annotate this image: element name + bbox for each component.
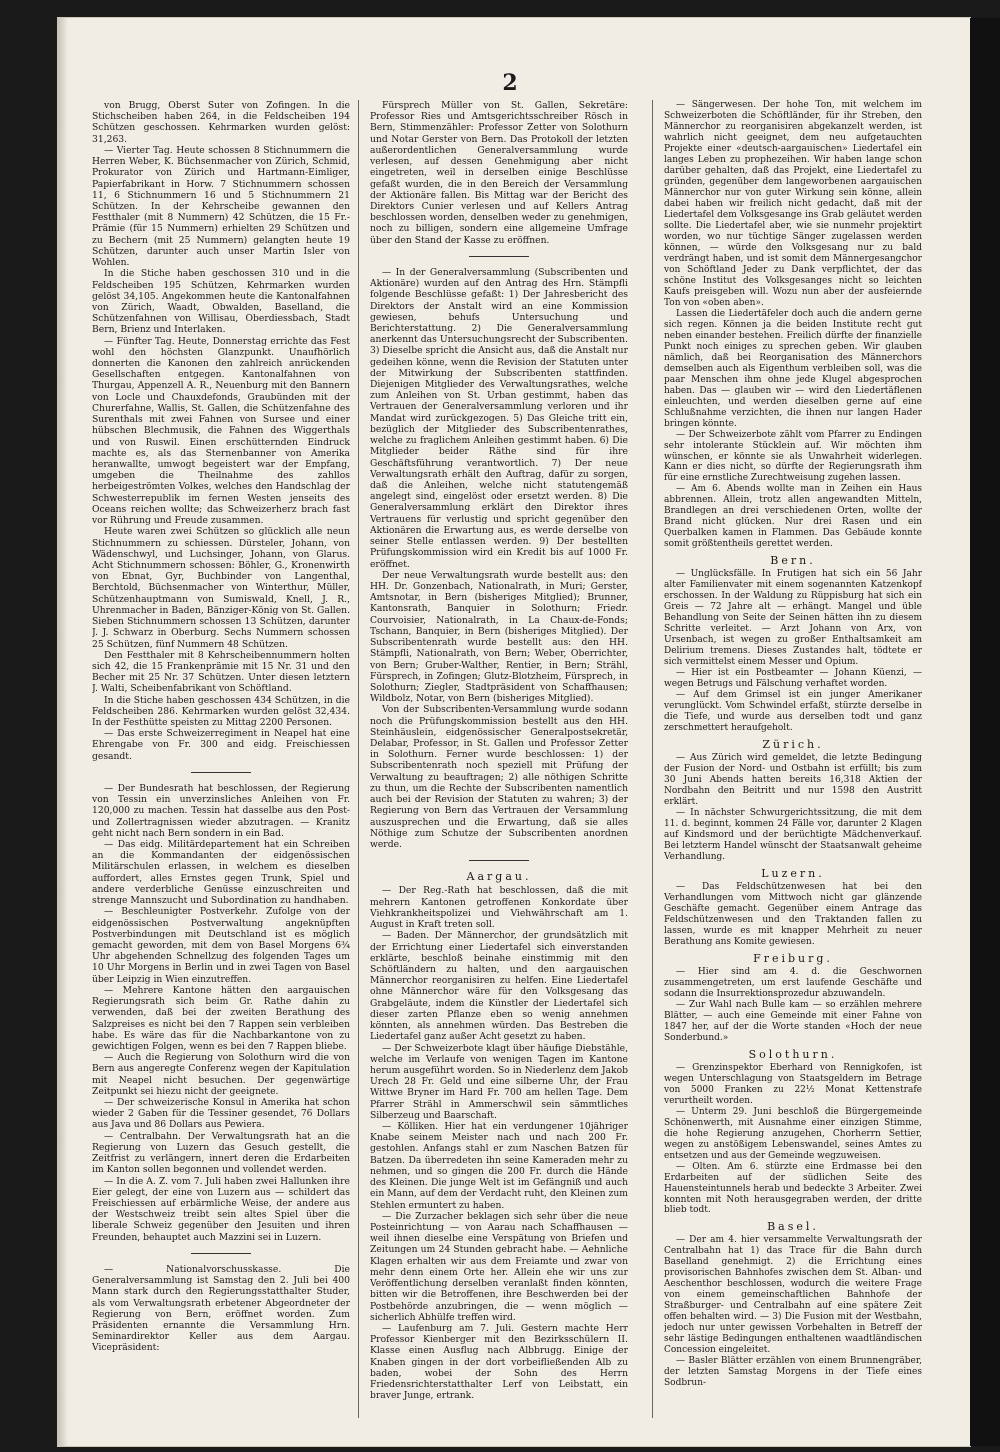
article-paragraph: — In die A. Z. vom 7. Juli haben zwei Hallunken ihre Eier gelegt, der eine von Luzern aus — schildert das Freischiessen auf erbärmliche Weise, der andere aus der Westschweiz treibt sein altes Spiel über die liberale Schweiz gegenüber den Jesuiten und ihren Freunden, behauptet auch Mazzini sei in Luzern.: [92, 1175, 350, 1243]
article-separator: [191, 772, 251, 773]
article-paragraph: — Am 6. Abends wollte man in Zeihen ein Haus abbrennen. Allein, trotz allen angewandten Mitteln, Brandlegen an drei verschiedenen Orten, wollte der Brand nicht glücken. Nur drei Rasen und ein Querbalken kamen in Flammen. Das Gebäude konnte somit größtentheils gerettet werden.: [664, 484, 922, 550]
article-paragraph: — Der Reg.-Rath hat beschlossen, daß die mit mehrern Kantonen getroffenen Konkordate über Viehkrankheitspolizei und Viehwährschaft am 1. August in Kraft treten soll.: [370, 885, 628, 931]
article-paragraph: von Brugg, Oberst Suter von Zofingen. In die Stichscheiben haben 264, in die Feldscheiben 194 Schützen geschossen. Kehrmarken wurden gelöst: 31,263.: [92, 100, 350, 145]
article-paragraph: — Der Bundesrath hat beschlossen, der Regierung von Tessin ein unverzinsliches Anleihen von Fr. 120,000 zu machen. Tessin hat dasselbe aus den Post- und Zollertragnissen wieder abzutragen. — Kranitz geht nicht nach Bern sondern in ein Bad.: [92, 782, 350, 839]
section-heading: Solothurn.: [748, 1047, 838, 1061]
text-column-1: [92, 100, 350, 1418]
article-paragraph: — Laufenburg am 7. Juli. Gestern machte Herr Professor Kienberger mit den Bezirksschülern II. Klasse einen Ausflug nach Albbrugg. Einige der Knaben gingen in der dort vorbeifließenden Alb zu baden, wobei der Sohn des Herrn Friedensrichterstatthalter Lerf von Leibstatt, ein braver Junge, ertrank.: [370, 1322, 628, 1402]
section-heading: Basel.: [767, 1220, 819, 1234]
article-paragraph: — Der schweizerische Konsul in Amerika hat schon wieder 2 Gaben für die Tessiner gesendet, 76 Dollars aus Java und 86 Dollars aus Pewiera.: [92, 1097, 350, 1131]
article-paragraph: — Das eidg. Militärdepartement hat ein Schreiben an die Kommandanten der eidgenössischen Militärschulen erlassen, in welchem es dieselben auffordert, alles Ernstes gegen Trunk, Spiel und andere verderbliche Genüsse einzuschreiten und strenge Mannszucht und Subordination zu handhaben.: [92, 839, 350, 907]
article-paragraph: Den Festthaler mit 8 Kehrscheibennummern holten sich 42, die 15 Frankenprämie mit 15 Nr. 31 und den Becher mit 25 Nr. 37 Schützen. Unter diesen letztern J. Walti, Scheibenfabrikant von Schöftland.: [92, 649, 350, 695]
article-paragraph: — Vierter Tag. Heute schossen 8 Stichnummern die Herren Weber, K. Büchsenmacher von Zürich, Schmid, Prokurator von Zürich und Hartmann-Eimliger, Papierfabrikant in Horw. 7 Stichnummern schossen 11, 6 Stichnummern 16 und 5 Stichnummern 21 Schützen. In der Kehrscheibe gewannen den Festthaler (mit 8 Nummern) 42 Schützen, die 15 Fr.-Prämie (für 15 Nummern) erhielten 29 Schützen und zu Bechern (mit 25 Nummern) gelangten heute 19 Schützen, darunter auch unser Martin Isler von Wohlen.: [92, 144, 350, 269]
column-divider: [358, 100, 359, 1418]
text-column-3: [664, 100, 922, 1418]
article-paragraph: — In der Generalversammlung (Subscribenten und Aktionäre) wurden auf den Antrag des Hrn. Stämpfli folgende Beschlüsse gefaßt: 1) Der Jahresbericht des Direktors der Anstalt wird an eine Kommission gewiesen, behufs Untersuchung und Berichterstattung. 2) Die Generalversammlung anerkennt das Untersuchungsrecht der Subscribenten. 3) Dieselbe spricht die Ansicht aus, daß die Anstalt nur gedeihen könne, wenn die Revision der Statuten unter der Mitwirkung der Subscribenten stattfinden. Diejenigen Mitglieder des Verwaltungsrathes, welche zum Anleihen von St. Urban gestimmt, haben das Vertrauen der Generalversammlung verloren und ihr Mandat wird zurückgezogen. 5) Das Gleiche tritt ein, bezüglich der Mitglieder des Subscribentenrathes, welche zu fraglichem Anleihen gestimmt haben. 6) Die Mitglieder beider Räthe sind für ihre Geschäftsführung verantwortlich. 7) Der neue Verwaltungsrath erhält den Auftrag, dafür zu sorgen, daß die Anleihen, welche nicht statutengemäß angelegt sind, eingelöst oder ersetzt werden. 8) Die Generalversammlung erklärt den Direktor ihres Vertrauens für verlustig und spricht gegenüber den Aktionären die Erwartung aus, es werde derselbe von seiner Stelle entlassen werden. 9) Der bestellten Prüfungskommission wird ein Kredit bis auf 1000 Fr. eröffnet.: [370, 266, 628, 570]
section-heading: Aargau.: [466, 870, 532, 884]
section-heading: Freiburg.: [753, 951, 833, 965]
article-paragraph: — Sängerwesen. Der hohe Ton, mit welchem im Schweizerboten die Schöftländer, für ihr Streben, den Männerchor zu reorganisiren abgekanzelt werden, ist wahrlich nicht geeignet, dem neu aufgetauchten Projekte einer «deutsch-aargauischen» Liedertafel ein langes Leben zu prophezeihen. Wir haben lange schon darüber gehalten, daß das Projekt, eine Liedertafel zu gründen, gegenüber dem langeworbenen aargauischen Männerchor nur von guter Wirkung sein könne, allein dabei haben wir freilich nicht gedacht, daß mit der Liedertafel dem Volksgesange ins Grab geläutet werden sollte. Die Liedertafel aber, wie sie nunmehr projektirt worden, wo nur tüchtige Sänger zugelassen werden können, — würde den Volksgesang nur zu bald verdrängt haben, und ist somit dem Männergesangchor von Schöftland Jeder zu Dank verpflichtet, der das schöne Institut des Volksgesanges nicht so leichten Kaufs preisgeben will. Wozu nun aber der ausfeiernde Ton von «oben aben».: [664, 100, 922, 308]
section-heading: Luzern.: [761, 866, 825, 880]
section-heading: Bern.: [770, 554, 816, 568]
page-number: 2: [502, 70, 518, 96]
article-paragraph: — Baden. Der Männerchor, der grundsätzlich mit der Errichtung einer Liedertafel sich einverstanden erklärte, beschloß beinahe einstimmig mit den Schöftländern zu halten, und den aargauischen Männerchor reorganisiren zu helfen. Eine Liedertafel ohne Männerchor wäre für den Volksgesang das Grabgeläute, indem die Künstler der Liedertafel sich dieser zarten Pflanze eben so wenig annehmen könnten, als annehmen würden. Das Bestreben die Liedertafel ganz außer Acht gesetzt zu haben.: [370, 930, 628, 1043]
article-paragraph: — Olten. Am 6. stürzte eine Erdmasse bei den Erdarbeiten auf der südlichen Seite des Hauensteintunnels herab und bedeckte 3 Arbeiter. Zwei konnten mit Noth herausgegraben werden, der dritte blieb todt.: [664, 1161, 922, 1216]
article-paragraph: — Hier sind am 4. d. die Geschwornen zusammengetreten, um erst laufende Geschäfte und sodann die Insurrektionsprozedur abzuwandeln.: [664, 966, 922, 999]
article-paragraph: — Basler Blätter erzählen von einem Brunnengräber, der letzten Samstag Morgens in der Tiefe eines Sodbrun-: [664, 1356, 922, 1389]
section-heading: Zürich.: [762, 738, 824, 752]
article-paragraph: — Aus Zürich wird gemeldet, die letzte Bedingung der Fusion der Nord- und Ostbahn ist erfüllt; bis zum 30 Juni Abends hatten bereits 16,318 Aktien der Nordbahn den Beitritt und nur 1598 den Austritt erklärt.: [664, 753, 922, 808]
article-paragraph: — Der Schweizerbote klagt über häufige Diebstähle, welche im Verlaufe von wenigen Tagen im Kantone herum ausgeführt worden. So in Niederlenz dem Jakob Urech 28 Fr. Geld und eine silberne Uhr, der Frau Wittwe Bryner im Hard Fr. 700 am hellen Tage. Dem Pfarrer Strähl in Ammerschwil sein sämmtliches Silberzeug und Baarschaft.: [370, 1042, 628, 1121]
article-separator: [469, 256, 529, 257]
article-separator: [191, 1253, 251, 1254]
article-paragraph: — Das Feldschützenwesen hat bei den Verhandlungen vom Mittwoch nicht gar glänzende Geschäfte gemacht. Gegenüber einem Antrage das Feldschützenwesen und den Traktanden fallen zu lassen, wurde es mit knapper Mehrheit zu neuer Berathung ans Komite gewiesen.: [664, 881, 922, 947]
article-paragraph: — In nächster Schwurgerichtssitzung, die mit dem 11. d. beginnt, kommen 24 Fälle vor, darunter 2 Klagen auf Kindsmord und der berüchtigte Mädchenverkauf. Bei letzterm Handel wünscht der Staatsanwalt geheime Verhandlung.: [664, 808, 922, 862]
article-paragraph: — Unterm 29. Juni beschloß die Bürgergemeinde Schönenwerth, mit Ausnahme einer einzigen Stimme, die hohe Regierung anzugehen, Chorherrn Settier, wegen zu anstößigem Lebenswandel, seines Amtes zu entsetzen und aus der Gemeinde wegzuweisen.: [664, 1106, 922, 1161]
article-paragraph: — Das erste Schweizerregiment in Neapel hat eine Ehrengabe von Fr. 300 and eidg. Freischiessen gesandt.: [92, 728, 350, 762]
article-paragraph: — Auch die Regierung von Solothurn wird die von Bern aus angeregte Conferenz wegen der Kapitulation mit Neapel nicht besuchen. Der gegenwärtige Zeitpunkt sei hiezu nicht der geeignete.: [92, 1052, 350, 1097]
article-paragraph: — Nationalvorschusskasse. Die Generalversammlung ist Samstag den 2. Juli bei 400 Mann stark durch den Regierungsstatthalter Studer, als vom Verwaltungsrath erbetener Abgeordneter der Regierung von Bern, eröffnet worden. Zum Präsidenten ernannte die Versammlung Hrn. Seminardirektor Keller aus dem Aargau. Vicepräsident:: [92, 1263, 350, 1354]
article-paragraph: Von der Subscribenten-Versammlung wurde sodann noch die Prüfungskommission bestellt aus den HH. Steinhäuslein, eidgenössischer Generalpostsekretär, Delabar, Professor, in St. Gallen und Professor Zetter in Solothurn. Ferner wurde beschlossen: 1) der Subscribentenrath noch speziell mit Prüfung der Verwaltung zu beauftragen; 2) alle nöthigen Schritte zu thun, um die Rechte der Subscribenten namentlich auch bei der Revision der Statuten zu wahren; 3) der Regierung von Bern das Vertrauen der Versammlung auszusprechen und die Erwartung, daß sie alles Nöthige zum Schutze der Subscribenten anordnen werde.: [370, 704, 628, 850]
article-paragraph: — Unglücksfälle. In Frutigen hat sich ein 56 Jahr alter Familienvater mit einem sogenannten Katzenkopf erschossen. In der Waldung zu Rüppisburg hat sich ein Greis — 72 Jahre alt — erhängt. Mangel und üble Behandlung von Seite der Seinen hätten ihn zu diesem Schritte verleitet. — Arzt Johann von Arx, von Ursenbach, ist wegen zu großer Enthaltsamkeit am Delirium tremens. Dieses Zustandes halt, tödtete er sich vermittelst einem Messer und Opium.: [664, 569, 922, 668]
article-paragraph: — Centralbahn. Der Verwaltungsrath hat an die Regierung von Luzern das Gesuch gestellt, die Zeitfrist zu verlängern, innert deren die Erdarbeiten im Kanton sollen begonnen und vollendet werden.: [92, 1130, 350, 1176]
article-paragraph: Lassen die Liedertäfeler doch auch die andern gerne sich regen. Können ja die beiden Institute recht gut neben einander bestehen. Freilich dürfte der finanzielle Punkt noch einiges zu sprechen geben. Wir glauben nämlich, daß bei Reorganisation des Männerchors demselben auch als Eigenthum verbleiben soll, was die paar Menschen ihm ohne jede Klugel abgesprochen haben. Das — glauben wir — wird den Liedertäflenen einleuchten, und werden dieselben gerne auf eine Schlußnahme verzichten, die ihnen nur langen Hader bringen könnte.: [664, 308, 922, 429]
article-paragraph: — Hier ist ein Postbeamter — Johann Küenzi, — wegen Betrugs und Fälschung verhaftet worden.: [664, 668, 922, 690]
article-paragraph: Heute waren zwei Schützen so glücklich alle neun Stichnummern zu schiessen. Dürsteler, Johann, von Wädenschwyl, und Luchsinger, Johann, von Glarus. Acht Stichnummern schossen: Böhler, G., Kronenwirth von Ebnat, Gyr, Buchbinder von Langenthal, Berchtold, Büchsenmacher von Winterthur, Müller, Schützenhauptmann von Sumiswald, Knell, J. R., Uhrenmacher in Baden, Bänziger-König von St. Gallen. Sieben Stichnummern schossen 13 Schützen, darunter J. J. Schwarz in Oberburg. Sechs Nummern schossen 25 Schützen, fünf Nummern 48 Schützen.: [92, 526, 350, 650]
article-paragraph: In die Stiche haben geschossen 434 Schützen, in die Feldscheiben 286. Kehrmarken wurden gelöst 32,434. In der Festhütte speisten zu Mittag 2200 Personen.: [92, 694, 350, 729]
article-paragraph: — Grenzinspektor Eberhard von Rennigkofen, ist wegen Unterschlagung von Staatsgeldern im Betrage von 5000 Franken zu 22½ Monat Kettenstrafe verurtheilt worden.: [664, 1062, 922, 1106]
article-paragraph: — Zur Wahl nach Bulle kam — so erzählen mehrere Blätter, — auch eine Gemeinde mit einer Fahne von 1847 her, auf der die Worte standen «Hoch der neue Sonderbund.»: [664, 999, 922, 1043]
article-paragraph: — Auf dem Grimsel ist ein junger Amerikaner verunglückt. Vom Schwindel erfaßt, stürzte derselbe in die Tiefe, und wurde aus derselben todt und ganz zerschmettert heraufgeholt.: [664, 690, 922, 734]
article-paragraph: Der neue Verwaltungsrath wurde bestellt aus: den HH. Dr. Gonzenbach, Nationalrath, in Muri; Gerster, Amtsnotar, in Bern (bisheriges Mitglied); Brunner, Kantonsrath, Banquier in Solothurn; Friedr. Courvoisier, Nationalrath, in La Chaux-de-Fonds; Tschann, Banquier, in Bern (bisheriges Mitglied). Der Subscribentenrath wurde bestellt aus: den HH. Stämpfli, Nationalrath, von Bern; Weber, Oberrichter, von Bern; Gruber-Walther, Rentier, in Bern; Strähl, Fürsprech, in Zofingen; Glutz-Blotzheim, Fürsprech, in Solothurn; Ziegler, Stadtpräsident von Schaffhausen; Wildbolz, Notar, von Bern (bisheriges Mitglied).: [370, 569, 628, 705]
page-background-edge: [970, 18, 1000, 1446]
text-column-2: [370, 100, 628, 1418]
column-divider: [652, 100, 653, 1418]
article-paragraph: — Der Schweizerbote zählt vom Pfarrer zu Endingen sehr intolerante Stücklein auf. Wir möchten ihm wünschen, er könnte sie als Unwahrheit widerlegen. Kann er dies nicht, so dürfte der Regierungsrath ihm für eine ernstliche Zurechtweisung zugehen lassen.: [664, 429, 922, 484]
article-paragraph: — Kölliken. Hier hat ein verdungener 10jähriger Knabe seinem Meister nach und nach 200 Fr. gestohlen. Anfangs stahl er zum Naschen Batzen für Batzen. Da überredeten ihn seine Kameraden mehr zu nehmen, und so gingen die 200 Fr. durch die Hände des Kleinen. Die junge Welt ist im Gefängniß und auch ein Mann, auf dem der Verdacht ruht, den Kleinen zum Stehlen ermuntert zu haben.: [370, 1121, 628, 1211]
article-paragraph: — Beschleunigter Postverkehr. Zufolge von der eidgenössischen Postverwaltung angeknüpften Postverbindungen mit Deutschland ist es möglich gemacht geworden, mit dem von Basel Morgens 6¾ Uhr abgehenden Schnellzug des folgenden Tages um 10 Uhr Morgens in Berlin und in zwei Tagen von Basel über Leipzig in Wien einzutreffen.: [92, 906, 350, 985]
article-paragraph: — Mehrere Kantone hätten den aargauischen Regierungsrath sich beim Gr. Rathe dahin zu verwenden, daß bei der zweiten Berathung des Salzpreises es nicht bei den 7 Rappen sein verbleiben habe. Es wäre das für die Nachbarkantone von zu gewichtigen Folgen, wenn es bei den 7 Rappen bliebe.: [92, 984, 350, 1052]
page-binding-shadow: [58, 18, 68, 1446]
article-paragraph: Fürsprech Müller von St. Gallen, Sekretäre: Professor Ries und Amtsgerichtsschreiber Rösch in Bern, Stimmenzähler: Professor Zetter von Solothurn und Notar Gerster von Bern. Das Protokoll der letzten außerordentlichen Generalversammlung wurde verlesen, auf dessen Genehmigung aber nicht eingetreten, weil in derselben einige Beschlüsse gefaßt wurden, die in den Bereich der Versammlung der Aktionäre fallen. Bis Mittag war der Bericht des Direktors Cunier verlesen und auf Kellers Antrag beschlossen worden, denselben weder zu genehmigen, noch zu billigen, sondern eine allgemeine Umfrage über den Stand der Kasse zu eröffnen.: [370, 100, 628, 246]
article-paragraph: — Der am 4. hier versammelte Verwaltungsrath der Centralbahn hat 1) das Trace für die Bahn durch Baselland genehmigt. 2) die Errichtung eines provisorischen Bahnhofes zwischen dem St. Alban- und Aeschenthor beschlossen, wodurch die weitere Frage von einem gemeinschaftlichen Bahnhofe der Straßburger- und Centralbahn auf eine spätere Zeit offen behalten wird. — 3) Die Fusion mit der Westbahn, jedoch nur unter gewissen Vorbehalten in Betreff der sehr lästige Bedingungen enthaltenen waadtländischen Concession eingeleitet.: [664, 1235, 922, 1356]
article-paragraph: — Fünfter Tag. Heute, Donnerstag errichte das Fest wohl den höchsten Glanzpunkt. Unaufhörlich donnerten die Kanonen den zahlreich anrückenden Gesellschaften entgegen. Kantonalfahnen von Thurgau, Appenzell A. R., Neuenburg mit den Bannern von Locle und Chauxdefonds, Graubünden mit der Churerfahne, Wallis, St. Gallen, die Schützenfahne des Surenthals mit zwei Fahnen von Sursee und einer hübschen Blechmusik, die Fahnen des Wiggerthals und von Ruswil. Einen erschütternden Eindruck machte es, als das Sternenbanner von Amerika heranwallte, umwogt begeistert war der Empfang, umgeben die Theilnahme des zahllos herbeigeströmten Volkes, welches den Handschlag der Schwesterrepublik im fernen Westen jenseits des Oceans reichen wollte; das Schweizerherz brach fast vor Rührung und Freude zusammen.: [92, 335, 350, 527]
article-paragraph: — Die Zurzacher beklagen sich sehr über die neue Posteinrichtung — von Aarau nach Schaffhausen — weil ihnen dieselbe eine Verspätung von Briefen und Zeitungen um 24 Stunden gebracht habe. — Aehnliche Klagen erhalten wir aus dem Freiamte und zwar von mehr denn einem Orte her. Allein ehe wir uns zur Veröffentlichung derselben veranlaßt finden könnten, bitten wir die Betroffenen, ihre Beschwerden bei der Postbehörde anzubringen, die — wenn möglich — sicherlich Abhülfe treffen wird.: [370, 1210, 628, 1323]
article-separator: [469, 860, 529, 861]
article-paragraph: In die Stiche haben geschossen 310 und in die Feldscheiben 195 Schützen, Kehrmarken wurden gelöst 34,105. Angekommen heute die Kantonalfahnen von Zürich, Waadt, Obwalden, Baselland, die Schützenfahnen von Willisau, Oberdiessbach, Stadt Bern, Brienz und Interlaken.: [92, 268, 350, 336]
